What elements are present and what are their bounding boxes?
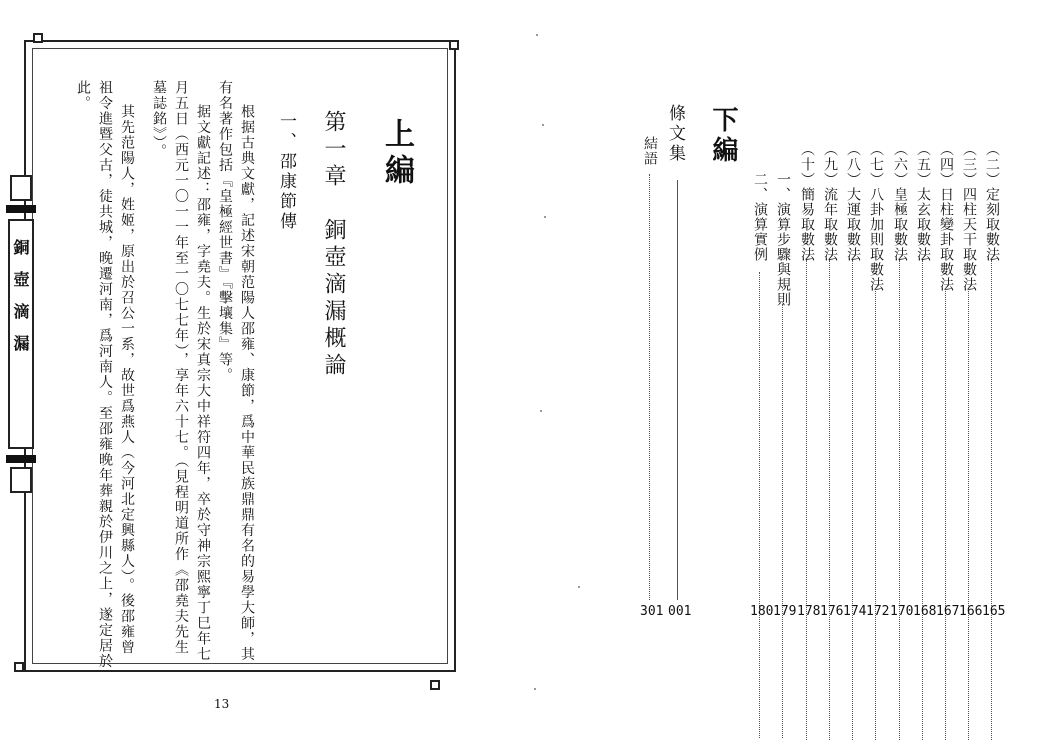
page-number: 13	[214, 697, 230, 711]
toc-page-number: 172	[866, 604, 890, 619]
toc-item	[913, 142, 937, 658]
toc-leader-dots	[968, 288, 969, 740]
paragraph-line: 墓誌銘》）。	[151, 80, 167, 159]
spine-bar-bottom	[6, 455, 36, 463]
toc-page-number: 178	[797, 604, 821, 619]
spine-title: 銅壺滴漏	[11, 239, 30, 367]
toc-page-number: 001	[668, 604, 692, 619]
toc-page-number: 168	[913, 604, 937, 619]
scan-speck	[578, 586, 580, 588]
toc-item	[640, 136, 664, 660]
toc-item-label: 結語	[642, 136, 658, 166]
toc-page-number: 180	[750, 604, 774, 619]
toc-item	[982, 142, 1006, 658]
toc-item-label: （十）簡易取數法	[799, 142, 815, 262]
toc-item-label: （四）日柱變卦取數法	[938, 142, 954, 292]
toc-leader-dots	[649, 174, 650, 600]
toc-item-label: 條文集	[665, 104, 685, 164]
toc-item	[665, 104, 692, 660]
toc-item	[773, 172, 797, 688]
toc-item	[936, 142, 960, 658]
toc-item-label: （五）太玄取數法	[915, 142, 931, 262]
toc-item-label: （九）流年取數法	[822, 142, 838, 262]
toc-item	[843, 142, 867, 658]
toc-leader-dots	[875, 288, 876, 740]
toc-page-number: 301	[640, 604, 664, 619]
toc-page-number: 166	[959, 604, 983, 619]
paragraph-line: 祖令進暨父古，徒共城，晚遷河南，爲河南人。至邵雍晚年葬親於伊川之上，遂定居於	[97, 80, 113, 669]
toc-page-number: 167	[936, 604, 960, 619]
paragraph-line: 此。	[75, 80, 91, 111]
part-title-upper: 上編	[379, 118, 414, 190]
toc-page-number: 165	[982, 604, 1006, 619]
toc-page-number: 174	[843, 604, 867, 619]
toc-leader-dots	[899, 260, 900, 740]
spine-body	[8, 219, 34, 449]
scan-speck	[536, 34, 538, 36]
scan-speck	[540, 410, 542, 412]
toc-leader-dots	[852, 260, 853, 740]
scan-speck	[534, 688, 536, 690]
toc-leader-dots	[759, 272, 760, 738]
toc-item-label: （二）定刻取數法	[984, 142, 1000, 262]
toc-item	[959, 142, 983, 658]
toc-leader-dots	[945, 288, 946, 740]
toc-page-number: 179	[773, 604, 797, 619]
toc-item-label: 二、演算實例	[752, 172, 768, 262]
scan-speck	[544, 216, 546, 218]
spine-cap-top	[10, 175, 32, 201]
toc-leader-dots	[922, 260, 923, 740]
toc-item	[890, 142, 914, 658]
paragraph-line: 据文獻記述：邵雍，字堯夫。生於宋真宗大中祥符四年，卒於守神宗熙寧丁巳年七	[195, 104, 211, 662]
toc-item-label: （六）皇極取數法	[892, 142, 908, 262]
toc-item	[820, 142, 844, 658]
toc-leader-dots	[677, 180, 678, 600]
scan-speck	[542, 124, 544, 126]
paragraph-line: 其先范陽人，姓姬，原出於召公一系，故世爲燕人（今河北定興縣人）。後邵雍曾	[119, 104, 135, 655]
spine-cap-bottom	[10, 467, 32, 493]
frame-corner-top-left	[33, 33, 43, 43]
toc-item	[750, 172, 774, 688]
toc-page-number: 170	[890, 604, 914, 619]
toc-leader-dots	[991, 260, 992, 740]
toc-leader-dots	[829, 260, 830, 740]
spine-bar-top	[6, 205, 36, 213]
paragraph-line: 有名著作包括『皇極經世書』『擊壤集』等。	[217, 80, 233, 383]
toc-item	[866, 142, 890, 658]
toc-item-label: （七）八卦加則取數法	[868, 142, 884, 292]
toc-item-label: （八）大運取數法	[845, 142, 861, 262]
section-title: 一、邵康節傳	[276, 112, 296, 232]
chapter-title: 第一章 銅壺滴漏概論	[321, 110, 346, 380]
toc-leader-dots	[806, 260, 807, 740]
toc-item-label: （三）四柱天干取數法	[961, 142, 977, 292]
book-spine-ornament	[6, 175, 36, 493]
paragraph-line: 根据古典文獻，記述宋朝范陽人邵雍、康節，爲中華民族鼎鼎有名的易學大師，其	[239, 104, 255, 662]
part-title-lower: 下編	[708, 106, 738, 166]
toc-page-number: 176	[820, 604, 844, 619]
paragraph-line: 月五日（西元一〇一一年至一〇七七年），享年六十七。（見程明道所作《邵堯夫先生	[173, 80, 189, 655]
frame-corner-top-right	[449, 40, 459, 50]
toc-item-label: 一、演算步驟與規則	[775, 172, 791, 307]
toc-leader-dots	[782, 304, 783, 738]
frame-corner-bottom-right	[430, 680, 440, 690]
frame-corner-bottom-left	[14, 662, 24, 672]
toc-item	[797, 142, 821, 658]
